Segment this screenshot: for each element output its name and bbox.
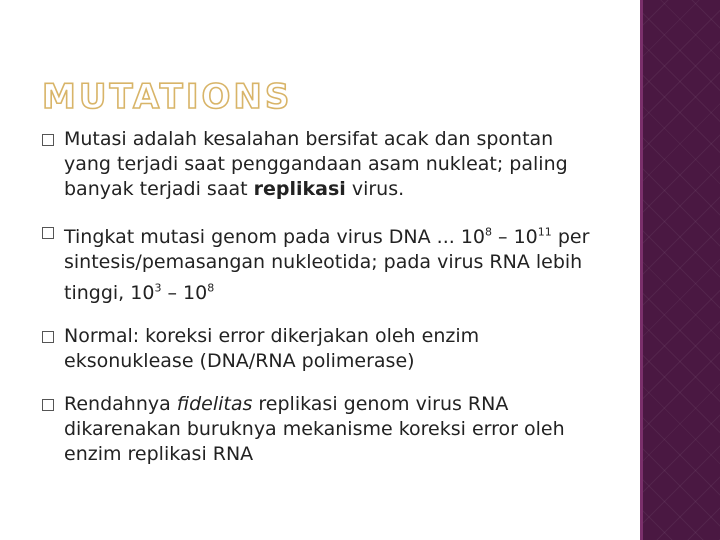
bullet-text [64,128,568,200]
bullet-item [42,392,602,467]
bullet-text [64,226,589,303]
superscript-exponent: 3 [154,281,162,295]
text-run: Mutasi adalah kesalahan bersifat acak dan spontan yang terjadi saat penggandaan asam nukleat; paling banyak terjadi saat [64,128,568,200]
superscript-exponent: 11 [537,226,552,239]
text-run: – 10 [492,226,538,249]
bullet-item [42,127,602,202]
superscript-exponent: 8 [485,226,493,239]
box-bullet-icon [42,331,54,343]
text-run: Normal: koreksi error dikerjakan oleh enzim eksonuklease (DNA/RNA polimerase) [64,324,480,372]
bullet-text [64,393,565,465]
text-run: per sintesis/pemasangan nukleotida; pada virus RNA lebih tinggi, 10 [64,226,590,304]
text-run: – 10 [161,281,208,304]
box-bullet-icon [42,134,54,146]
italic-term: fidelitas [176,392,253,415]
text-run: virus. [345,178,405,200]
box-bullet-icon [42,399,54,411]
text-run: replikasi genom virus RNA dikarenakan buruknya mekanisme koreksi error oleh enzim replikasi RNA [64,392,565,465]
decorative-side-band [640,0,720,540]
bullet-item [42,324,602,374]
superscript-exponent: 8 [207,281,215,295]
text-run: Tingkat mutasi genom pada virus DNA ... 10 [64,226,486,249]
text-run: Rendahnya [64,392,177,415]
side-band-edge [640,0,643,540]
bullet-item [42,220,602,306]
box-bullet-icon [42,227,54,239]
slide-title [40,70,300,116]
bold-term: replikasi [253,178,346,200]
slide-title-svg [40,70,300,116]
bullet-text [64,325,479,372]
bullet-list [42,127,602,485]
slide-title-text: MUTATIONS [42,77,293,116]
